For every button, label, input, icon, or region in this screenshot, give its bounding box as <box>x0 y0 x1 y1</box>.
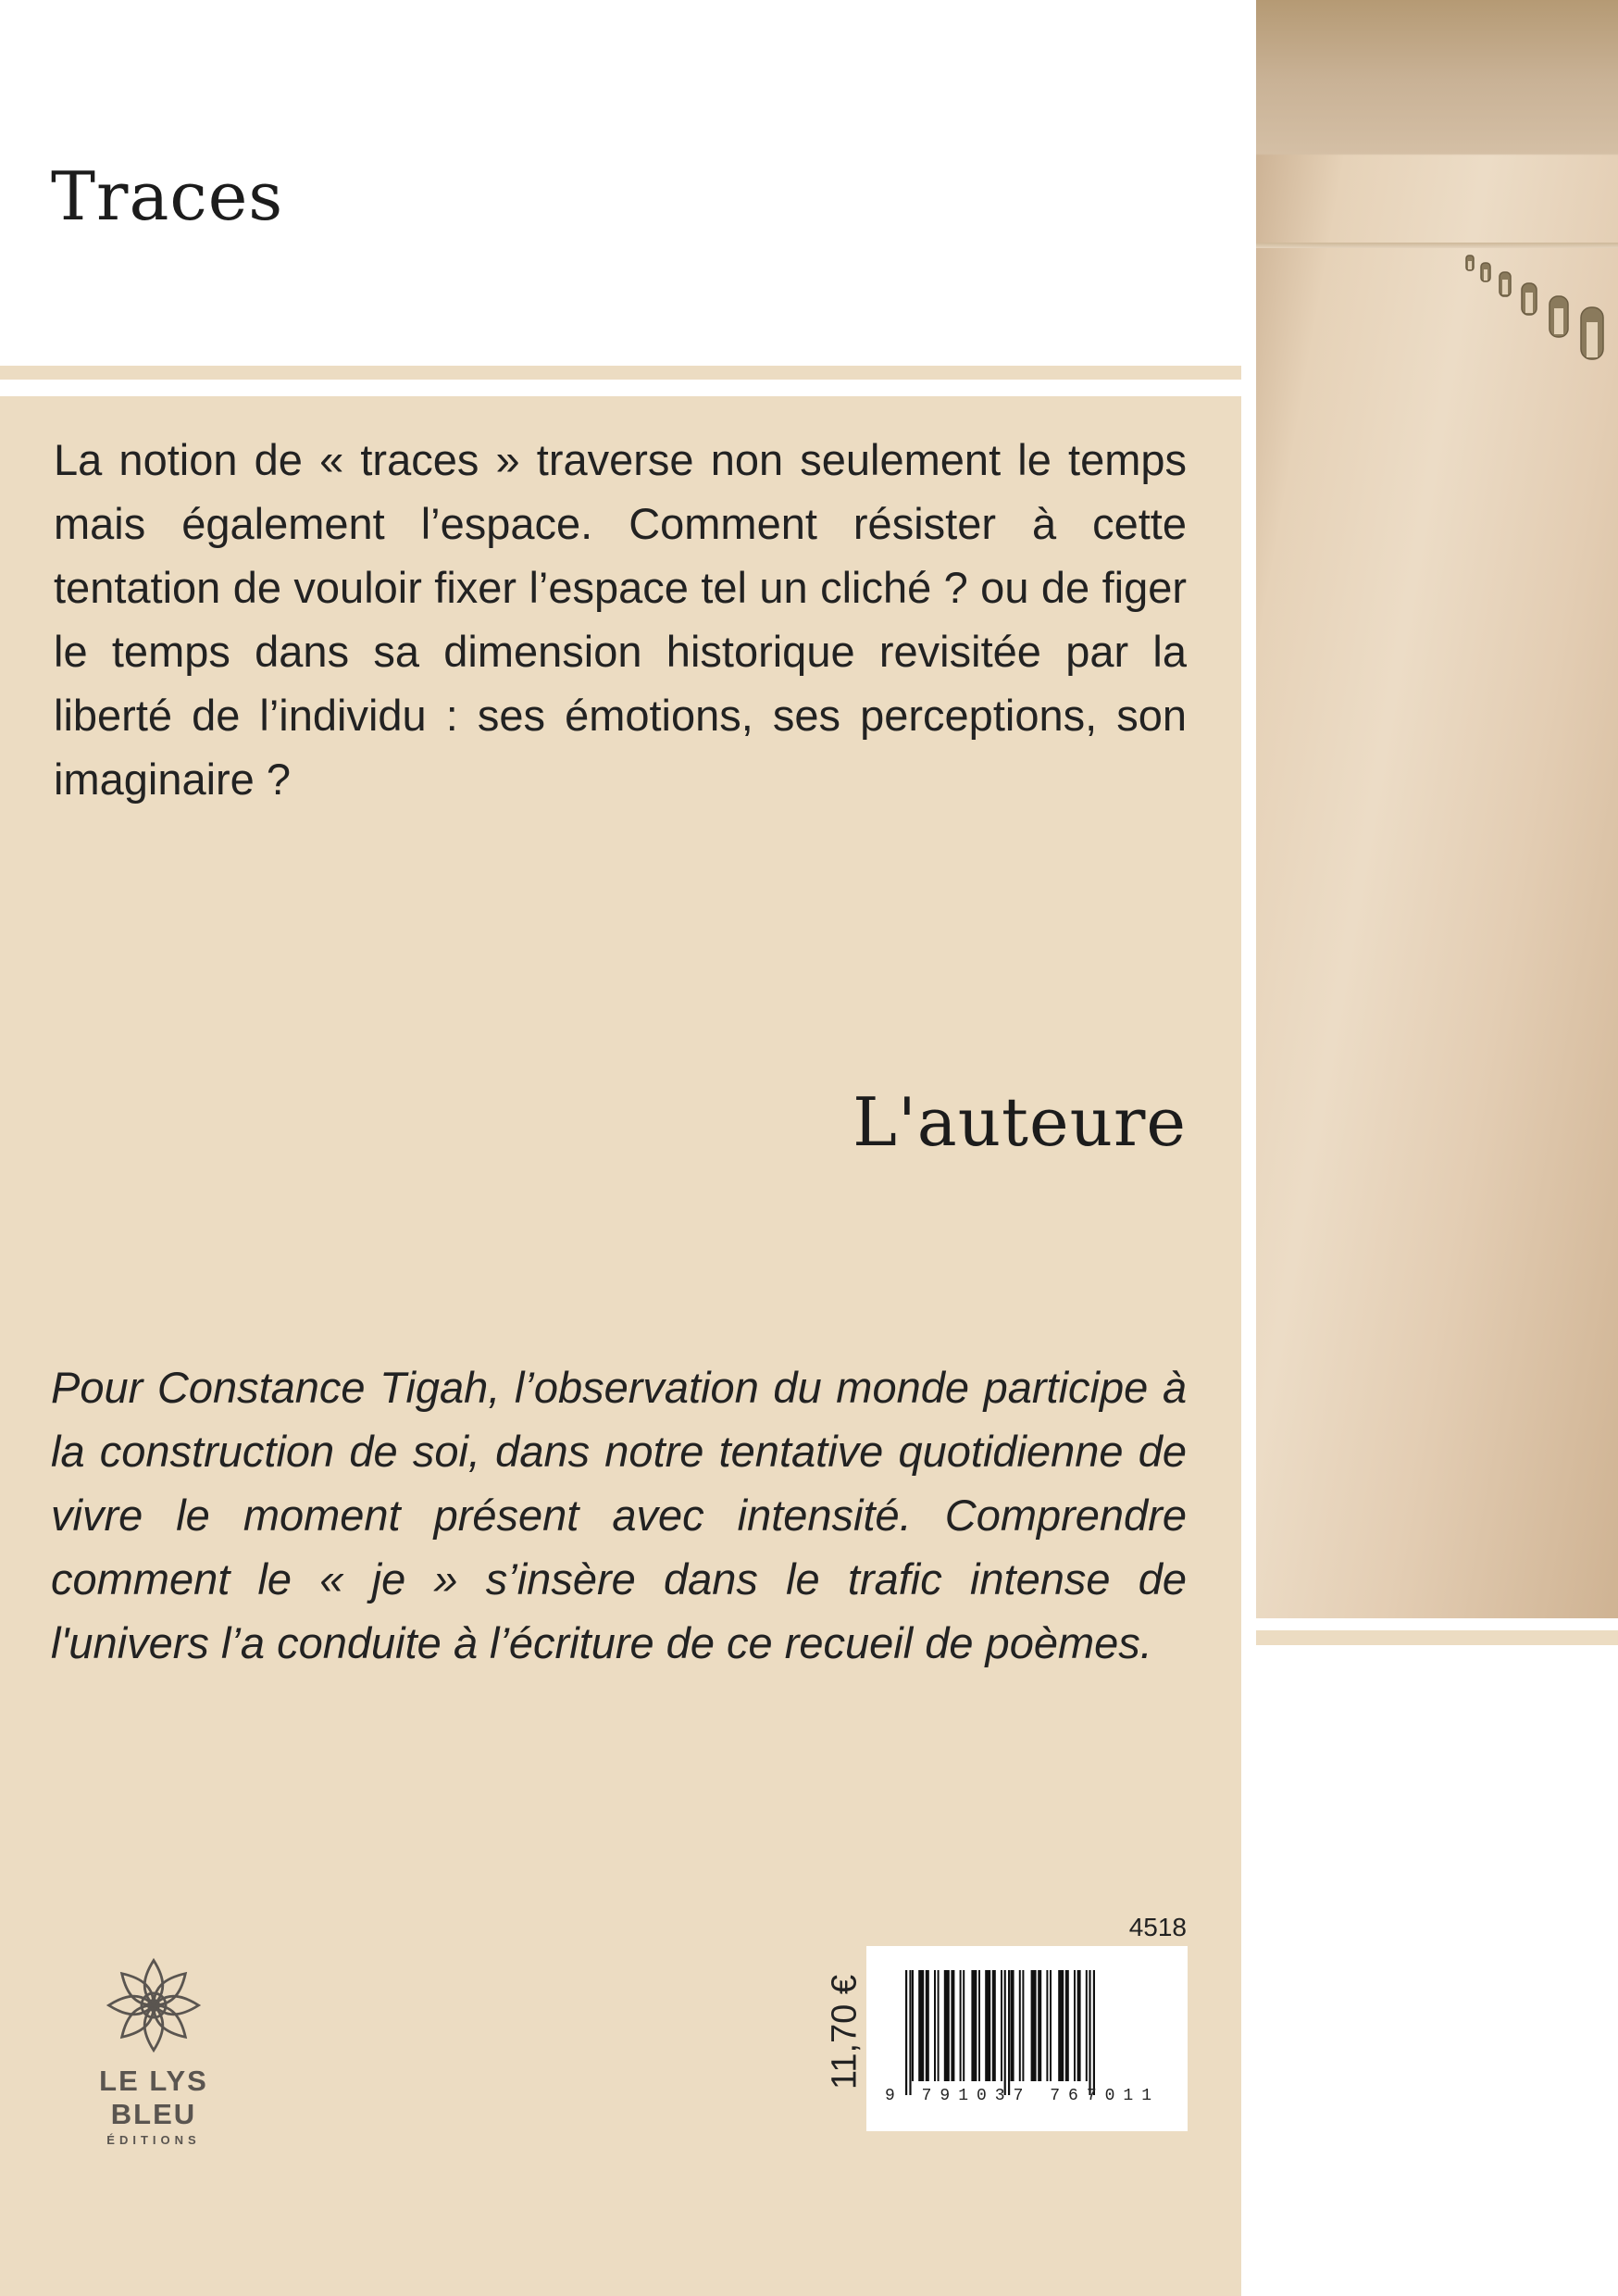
author-heading: L'auteure <box>853 1083 1187 1161</box>
barcode-bar <box>938 1970 940 2081</box>
barcode-bar <box>1050 1970 1052 2081</box>
barcode-bar <box>944 1970 950 2081</box>
publisher-logo <box>56 1953 252 2147</box>
barcode-bar <box>971 1970 977 2081</box>
reference-number: 4518 <box>1128 1913 1187 1941</box>
barcode-bar <box>1065 1970 1069 2081</box>
lotus-flower-icon <box>102 1953 205 2057</box>
publisher-subtitle: ÉDITIONS <box>106 2133 201 2147</box>
barcode-bar <box>926 1970 929 2081</box>
barcode-bar <box>978 1970 980 2081</box>
barcode-bar <box>992 1970 996 2081</box>
barcode-bar <box>1001 1970 1002 2081</box>
barcode-bar <box>1058 1970 1064 2081</box>
author-bio-text: Pour Constance Tigah, l’observation du monde participe à la construction de soi, dans notre tentative quotidienne de vivre le moment présent avec intensité. Comprendre comment le « je » s’insère dans le trafic intense de l'univers l’a conduite à l’écriture de ce recueil de poèmes. <box>51 1363 1187 1667</box>
barcode-digits: 9 791037 767011 <box>885 2087 1161 2105</box>
barcode-guard-bar <box>1093 1970 1095 2095</box>
barcode-bar <box>985 1970 990 2081</box>
barcode-bar <box>1031 1970 1037 2081</box>
barcode-bar <box>951 1970 954 2081</box>
barcode-bar <box>963 1970 965 2081</box>
wall-hooks-image <box>1464 250 1618 398</box>
book-title: Traces <box>51 157 284 235</box>
barcode-guard-bar <box>1089 1970 1090 2095</box>
barcode-bar <box>912 1970 914 2081</box>
cover-photo <box>1256 0 1618 1618</box>
barcode-bar <box>1086 1970 1088 2081</box>
barcode-bar <box>934 1970 936 2081</box>
barcode-bar <box>1011 1970 1014 2081</box>
barcode-bar <box>1046 1970 1048 2081</box>
ceiling-line <box>1256 243 1618 248</box>
barcode-bar <box>1019 1970 1021 2081</box>
divider-band <box>1256 1630 1618 1645</box>
synopsis-text: La notion de « traces » traverse non seulement le temps mais également l’espace. Comment résister à cette tentation de vouloir fixer l’espace tel un cliché ? ou de figer le temps dans sa dimension historique revisitée par la liberté de l’individu : ses émotions, ses perceptions, son imaginaire ? <box>54 435 1187 804</box>
barcode-guard-bar <box>905 1970 907 2095</box>
barcode-guard-bar <box>1004 1970 1006 2095</box>
barcode-bar <box>960 1970 962 2081</box>
barcode-guard-bar <box>1008 1970 1010 2095</box>
barcode-bar <box>1022 1970 1024 2081</box>
divider-band <box>0 366 1256 380</box>
publisher-name: LE LYS BLEU <box>99 2065 208 2130</box>
barcode-bar <box>1077 1970 1081 2081</box>
barcode-bar <box>1038 1970 1041 2081</box>
barcode-guard-bar <box>909 1970 911 2095</box>
barcode <box>866 1946 1188 2131</box>
barcode-bars <box>905 1970 1155 2095</box>
barcode-bar <box>918 1970 924 2081</box>
price-value: 11,70 € <box>825 1975 865 2090</box>
barcode-bar <box>1074 1970 1076 2081</box>
